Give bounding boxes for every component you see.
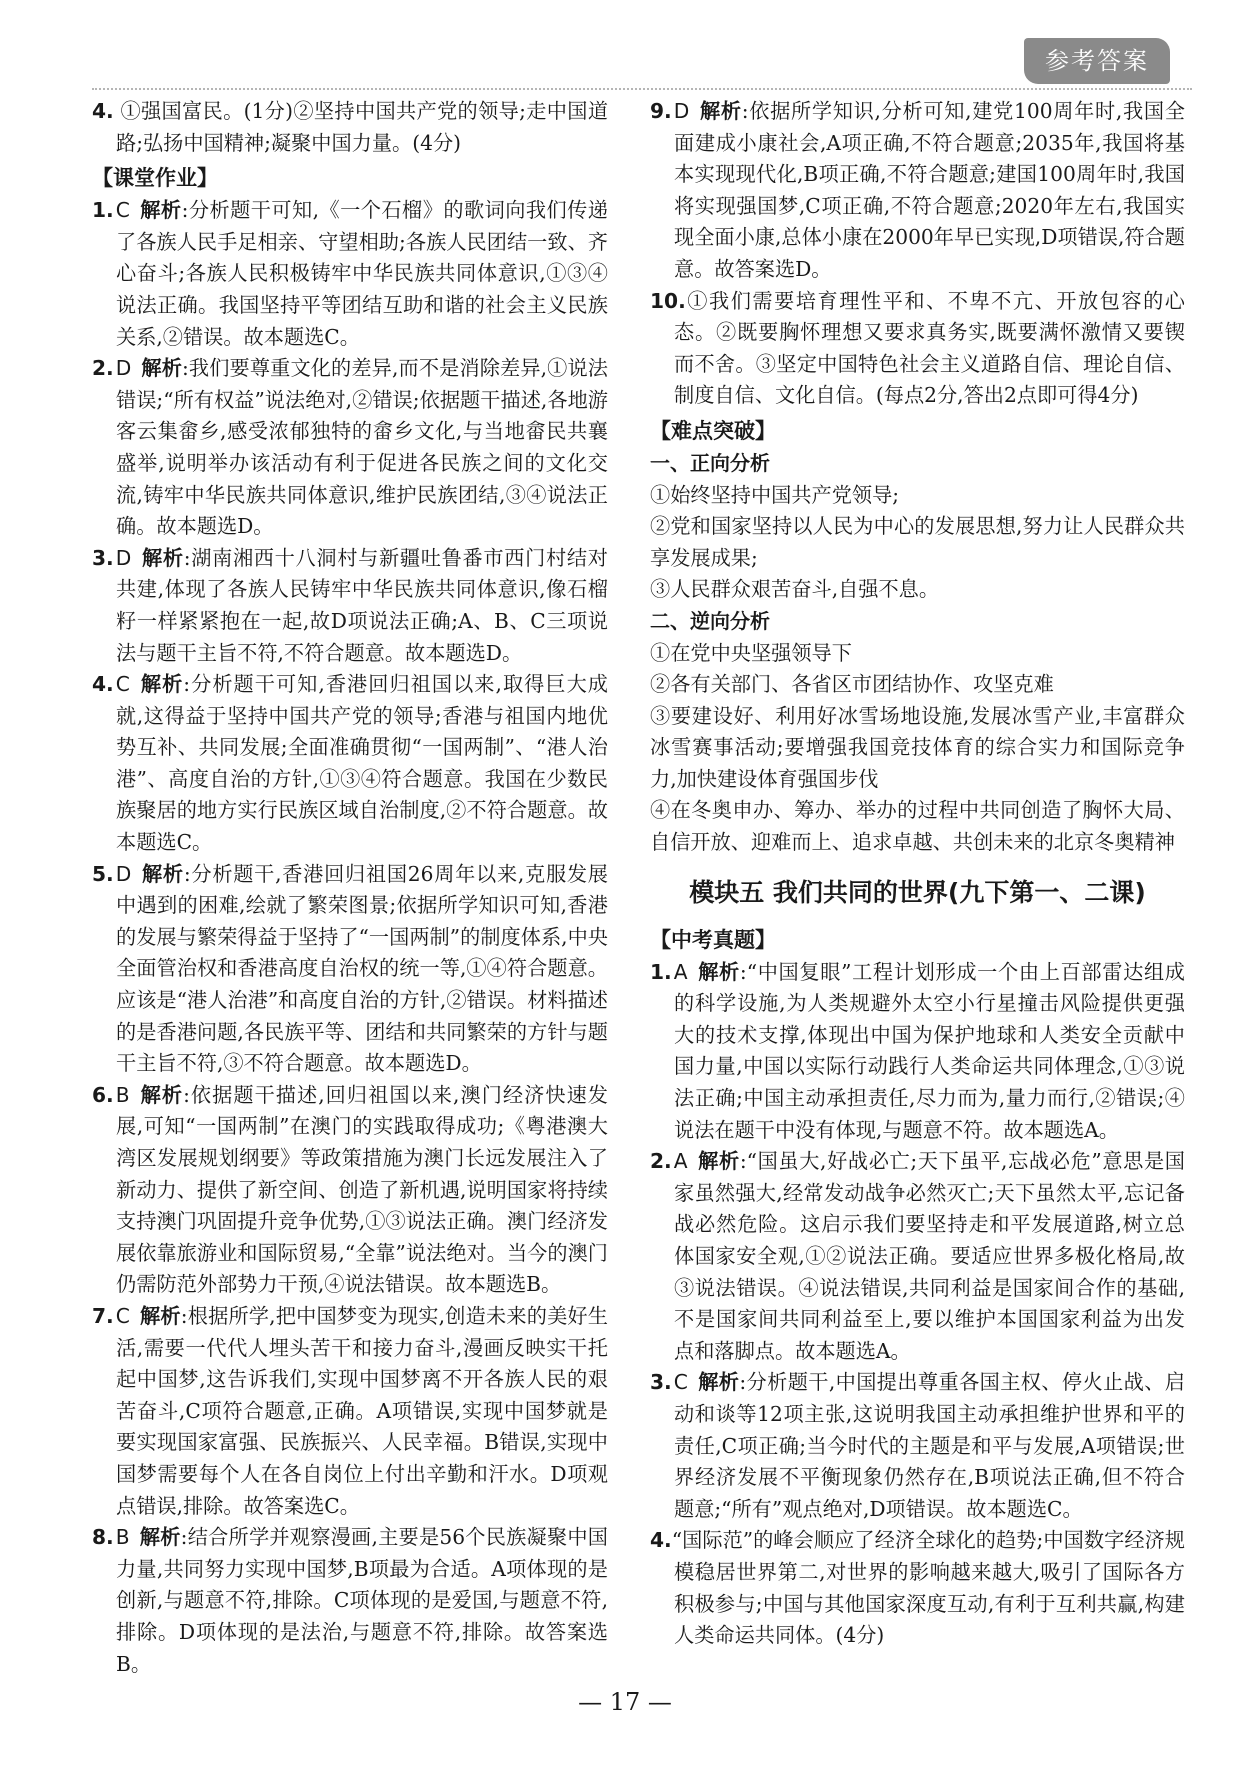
analysis-point: ②各有关部门、各省区市团结协作、攻坚克难	[650, 672, 1054, 697]
item-number: 1.	[92, 198, 114, 223]
item-number: 5.	[92, 861, 114, 886]
answer-item	[92, 543, 608, 669]
item-text: :结合所学并观察漫画,主要是56个民族凝聚中国力量,共同努力实现中国梦,B项最为合适。A项体现的是创新,与题意不符,排除。C项体现的是爱国,与题意不符,排除。D项体现的是法治,与题意不符,排除。故答案选B。	[116, 1525, 608, 1676]
answer-choice: D	[115, 545, 132, 570]
analysis-label: 解析	[697, 1149, 740, 1174]
item-text: ①我们需要培育理性平和、不卑不亢、开放包容的心态。②既要胸怀理想又要求真务实,既要满怀激情又要锲而不舍。③坚定中国特色社会主义道路自信、理论自信、制度自信、文化自信。(每点2分,答出2点即可得4分)	[674, 288, 1185, 408]
answer-item: 4. ①强国富民。(1分)②坚持中国共产党的领导;走中国道路;弘扬中国精神;凝聚中国力量。(4分)	[92, 99, 609, 155]
analysis-point: ③要建设好、利用好冰雪场地设施,发展冰雪产业,丰富群众冰雪赛事活动;要增强我国竞技体育的综合实力和国际竞争力,加快建设体育强国步伐	[650, 703, 1185, 791]
answer-item	[650, 286, 1185, 412]
item-text: :湖南湘西十八洞村与新疆吐鲁番市西门村结对共建,体现了各族人民铸牢中华民族共同体意识,像石榴籽一样紧紧抱在一起,故D项说法正确;A、B、C三项说法与题干主旨不符,不符合题意。故本题选D。	[116, 545, 608, 665]
item-number: 8.	[92, 1525, 114, 1550]
reverse-analysis-title: 二、逆向分析	[650, 608, 770, 633]
item-text: :“国虽大,好战必亡;天下虽平,忘战必危”意思是国家虽然强大,经常发动战争必然灭亡;天下虽然太平,忘记备战必然危险。这启示我们要坚持走和平发展道路,树立总体国家安全观,①②说法正确。要适应世界多极化格局,故③说法错误。④说法错误,共同利益是国家间合作的基础,不是国家间共同利益至上,要以维护本国国家利益为出发点和落脚点。故本题选A。	[674, 1149, 1185, 1363]
analysis-label: 解析	[141, 545, 184, 570]
classwork-list	[92, 195, 608, 1680]
answer-item	[92, 1080, 608, 1301]
analysis-label: 解析	[697, 959, 740, 984]
item-number: 4.	[92, 672, 114, 697]
item-number: 2.	[92, 356, 114, 381]
item-text: :分析题干可知,《一个石榴》的歌词向我们传递了各族人民手足相亲、守望相助;各族人民团结一致、齐心奋斗;各族人民积极铸牢中华民族共同体意识,①③④说法正确。我国坚持平等团结互助和谐的社会主义民族关系,②错误。故本题选C。	[116, 198, 608, 349]
answer-choice: D	[673, 99, 690, 123]
answer-choice: D	[115, 861, 132, 886]
section-heading-breakthrough: 【难点突破】	[650, 418, 776, 443]
item-text: :依据题干描述,回归祖国以来,澳门经济快速发展,可知“一国两制”在澳门的实践取得成功;《粤港澳大湾区发展规划纲要》等政策措施为澳门长远发展注入了新动力、提供了新空间、创造了新机遇,说明国家将持续支持澳门巩固提升竞争优势,①③说法正确。澳门经济发展依靠旅游业和国际贸易,“全靠”说法绝对。当今的澳门仍需防范外部势力干预,④说法错误。故本题选B。	[116, 1082, 608, 1297]
header-divider	[92, 88, 1192, 90]
item-text: :分析题干可知,香港回归祖国以来,取得巨大成就,这得益于坚持中国共产党的领导;香港与祖国内地优势互补、共同发展;全面准确贯彻“一国两制”、“港人治港”、高度自治的方针,①③④符合题意。我国在少数民族聚居的地方实行民族区域自治制度,②不符合题意。故本题选C。	[116, 672, 608, 855]
analysis-label: 解析	[699, 99, 742, 123]
answer-key-tag: 参考答案	[1024, 38, 1170, 84]
right-column	[650, 96, 1185, 1652]
item-number: 2.	[650, 1149, 672, 1174]
analysis-label: 解析	[139, 1525, 181, 1550]
item-text: :根据所学,把中国梦变为现实,创造未来的美好生活,需要一代代人埋头苦干和接力奋斗,漫画反映实干托起中国梦,这告诉我们,实现中国梦离不开各族人民的艰苦奋斗,C项符合题意,正确。A项错误,实现中国梦就是要实现国家富强、民族振兴、人民幸福。B错误,实现中国梦需要每个人在各自岗位上付出辛勤和汗水。D项观点错误,排除。故答案选C。	[116, 1303, 608, 1518]
item-text: “国际范”的峰会顺应了经济全球化的趋势;中国数字经济规模稳居世界第二,对世界的影响越来越大,吸引了国际各方积极参与;中国与其他国家深度互动,有利于互利共赢,构建人类命运共同体。(4分)	[671, 1528, 1185, 1648]
analysis-point: ①在党中央坚强领导下	[650, 640, 852, 665]
answer-item	[650, 957, 1185, 1147]
analysis-label: 解析	[139, 672, 184, 697]
section-heading-exam: 【中考真题】	[650, 927, 776, 952]
answer-item	[92, 1522, 608, 1680]
item-number: 7.	[92, 1303, 114, 1328]
analysis-point: ④在冬奥申办、筹办、举办的过程中共同创造了胸怀大局、自信开放、迎难而上、追求卓越、共创未来的北京冬奥精神	[650, 798, 1185, 855]
analysis-label: 解析	[697, 1370, 740, 1395]
answer-choice: A	[673, 959, 688, 984]
item-number: 1.	[650, 959, 672, 984]
answer-choice: D	[115, 356, 132, 381]
analysis-label: 解析	[139, 1303, 181, 1328]
answer-item	[650, 1525, 1185, 1651]
item-number: 10.	[650, 288, 686, 313]
analysis-label: 解析	[139, 1082, 184, 1107]
reverse-analysis-list	[650, 638, 1185, 859]
answer-list-top	[650, 96, 1185, 412]
answer-choice: A	[673, 1149, 688, 1174]
analysis-point: ③人民群众艰苦奋斗,自强不息。	[650, 577, 940, 602]
analysis-label: 解析	[139, 198, 182, 223]
analysis-point: ②党和国家坚持以人民为中心的发展思想,努力让人民群众共享发展成果;	[650, 514, 1185, 570]
answer-item	[650, 96, 1185, 286]
forward-analysis-list	[650, 480, 1185, 606]
analysis-point: ①始终坚持中国共产党领导;	[650, 482, 900, 507]
answer-choice: C	[673, 1370, 688, 1395]
left-column	[92, 96, 608, 1680]
item-number: 9.	[650, 99, 672, 123]
answer-choice: C	[115, 198, 130, 223]
page-number: — 17 —	[578, 1688, 672, 1716]
item-text: :分析题干,香港回归祖国26周年以来,克服发展中遇到的困难,绘就了繁荣图景;依据所学知识可知,香港的发展与繁荣得益于坚持了“一国两制”的制度体系,中央全面管治权和香港高度自治权的统一等,①④符合题意。应该是“港人治港”和高度自治的方针,②错误。材料描述的是香港问题,各民族平等、团结和共同繁荣的方针与题干主旨不符,③不符合题意。故本题选D。	[116, 861, 608, 1076]
item-text: :依据所学知识,分析可知,建党100周年时,我国全面建成小康社会,A项正确,不符合题意;2035年,我国将基本实现现代化,B项正确,不符合题意;建国100周年时,我国将实现强国梦,C项正确,不符合题意;2020年左右,我国实现全面小康,总体小康在2000年早已实现,D项错误,符合题意。故答案选D。	[674, 99, 1185, 281]
item-number: 4.	[650, 1528, 672, 1553]
module-title: 模块五 我们共同的世界(九下第一、二课)	[689, 877, 1146, 907]
answer-item	[92, 353, 608, 543]
analysis-label: 解析	[141, 861, 184, 886]
answer-choice: B	[115, 1082, 130, 1107]
answer-item	[92, 669, 608, 859]
answer-item	[92, 859, 608, 1080]
item-number: 6.	[92, 1082, 114, 1107]
section-heading-classwork: 【课堂作业】	[92, 166, 218, 191]
answer-choice: C	[115, 1303, 130, 1328]
item-text: :我们要尊重文化的差异,而不是消除差异,①说法错误;“所有权益”说法绝对,②错误;依据题干描述,各地游客云集畲乡,感受浓郁独特的畲乡文化,与当地畲民共襄盛举,说明举办该活动有利于促进各民族之间的文化交流,铸牢中华民族共同体意识,维护民族团结,③④说法正确。故本题选D。	[116, 356, 608, 539]
item-text: :分析题干,中国提出尊重各国主权、停火止战、启动和谈等12项主张,这说明我国主动承担维护世界和平的责任,C项正确;当今时代的主题是和平与发展,A项错误;世界经济发展不平衡现象仍然存在,B项说法正确,但不符合题意;“所有”观点绝对,D项错误。故本题选C。	[674, 1370, 1185, 1521]
forward-analysis-title: 一、正向分析	[650, 450, 770, 475]
answer-item	[92, 1301, 608, 1522]
item-number: 3.	[650, 1370, 672, 1395]
answer-item	[650, 1367, 1185, 1525]
analysis-label: 解析	[141, 356, 182, 381]
answer-item	[92, 195, 608, 353]
exam-answer-list	[650, 957, 1185, 1652]
answer-choice: B	[115, 1525, 130, 1550]
answer-item	[650, 1146, 1185, 1367]
answer-choice: C	[115, 672, 130, 697]
item-number: 3.	[92, 545, 114, 570]
item-text: :“中国复眼”工程计划形成一个由上百部雷达组成的科学设施,为人类规避外太空小行星撞击风险提供更强大的技术支撑,体现出中国为保护地球和人类安全贡献中国力量,中国以实际行动践行人类命运共同体理念,①③说法正确;中国主动承担责任,尽力而为,量力而行,②错误;④说法在题干中没有体现,与题意不符。故本题选A。	[674, 959, 1185, 1142]
